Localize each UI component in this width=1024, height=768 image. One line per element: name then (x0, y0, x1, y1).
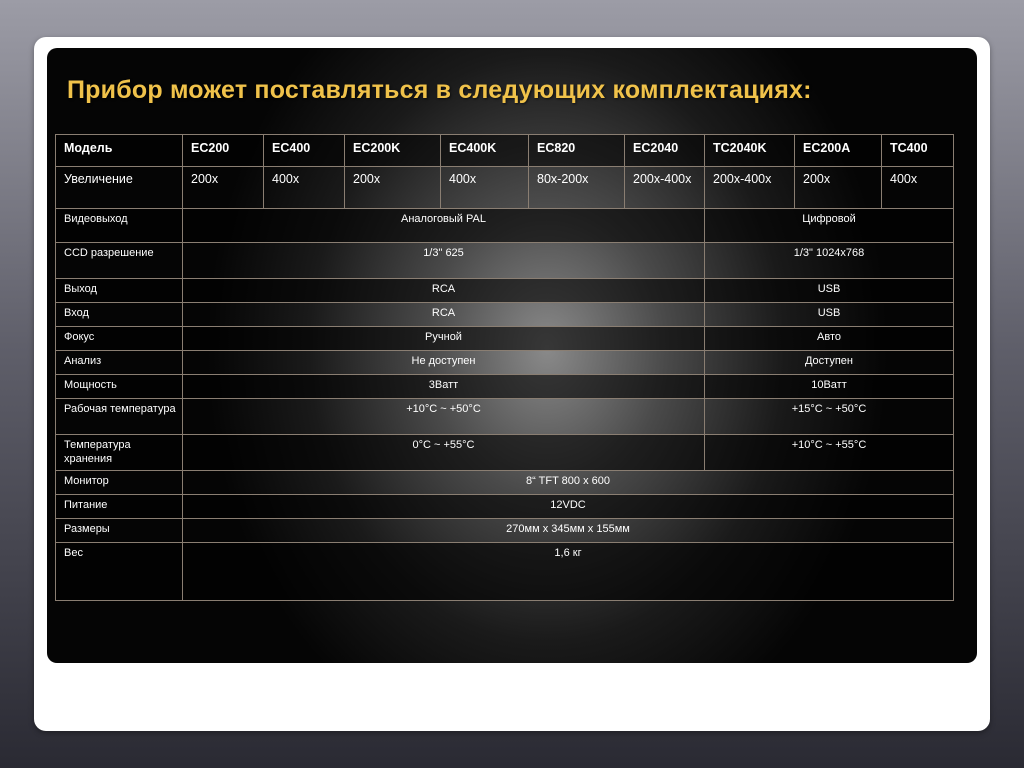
header-model: EC2040 (625, 135, 705, 167)
zoom-value: 200x (183, 167, 264, 209)
header-label: Модель (56, 135, 183, 167)
table-row (56, 279, 954, 303)
header-model: TC2040K (705, 135, 795, 167)
row-label: CCD разрешение (56, 243, 183, 279)
row-label: Мощность (56, 375, 183, 399)
digital-value: USB (705, 279, 954, 303)
analog-value: 0°C ~ +55°C (183, 435, 705, 471)
digital-value: +10°C ~ +55°C (705, 435, 954, 471)
analog-value: RCA (183, 303, 705, 327)
row-label: Увеличение (56, 167, 183, 209)
zoom-value: 400x (441, 167, 529, 209)
row-label: Питание (56, 495, 183, 519)
digital-value: 1/3" 1024x768 (705, 243, 954, 279)
header-model: EC200A (795, 135, 882, 167)
digital-value: Цифровой (705, 209, 954, 243)
row-label: Вес (56, 543, 183, 601)
spec-table (55, 134, 954, 601)
row-label: Рабочая температура (56, 399, 183, 435)
zoom-value: 200x (345, 167, 441, 209)
table-row-header (56, 135, 954, 167)
slide-title: Прибор может поставляться в следующих комплектациях: (67, 76, 812, 104)
row-label: Температура хранения (56, 435, 183, 471)
digital-value: 10Ватт (705, 375, 954, 399)
digital-value: Доступен (705, 351, 954, 375)
table-row (56, 471, 954, 495)
analog-value: RCA (183, 279, 705, 303)
common-value: 1,6 кг (183, 543, 954, 601)
analog-value: Не доступен (183, 351, 705, 375)
table-row (56, 243, 954, 279)
table-row (56, 519, 954, 543)
slide (47, 48, 977, 663)
table-row (56, 209, 954, 243)
table-row (56, 327, 954, 351)
zoom-value: 80x-200x (529, 167, 625, 209)
table-row (56, 435, 954, 471)
digital-value: +15°C ~ +50°C (705, 399, 954, 435)
header-model: TC400 (882, 135, 954, 167)
table-row (56, 351, 954, 375)
row-label: Фокус (56, 327, 183, 351)
digital-value: Авто (705, 327, 954, 351)
zoom-value: 200x-400x (625, 167, 705, 209)
analog-value: 1/3" 625 (183, 243, 705, 279)
header-model: EC400 (264, 135, 345, 167)
zoom-value: 200x-400x (705, 167, 795, 209)
header-model: EC820 (529, 135, 625, 167)
common-value: 8“ TFT 800 x 600 (183, 471, 954, 495)
row-label: Монитор (56, 471, 183, 495)
table-row (56, 495, 954, 519)
table-row-zoom (56, 167, 954, 209)
zoom-value: 200x (795, 167, 882, 209)
analog-value: 3Ватт (183, 375, 705, 399)
row-label: Видеовыход (56, 209, 183, 243)
zoom-value: 400x (882, 167, 954, 209)
row-label: Анализ (56, 351, 183, 375)
header-model: EC200K (345, 135, 441, 167)
analog-value: +10°C ~ +50°C (183, 399, 705, 435)
zoom-value: 400x (264, 167, 345, 209)
analog-value: Ручной (183, 327, 705, 351)
digital-value: USB (705, 303, 954, 327)
table-row (56, 375, 954, 399)
table-row (56, 543, 954, 601)
analog-value: Аналоговый PAL (183, 209, 705, 243)
header-model: EC200 (183, 135, 264, 167)
common-value: 270мм x 345мм x 155мм (183, 519, 954, 543)
table-row (56, 303, 954, 327)
table-row (56, 399, 954, 435)
common-value: 12VDC (183, 495, 954, 519)
row-label: Выход (56, 279, 183, 303)
header-model: EC400K (441, 135, 529, 167)
row-label: Вход (56, 303, 183, 327)
row-label: Размеры (56, 519, 183, 543)
